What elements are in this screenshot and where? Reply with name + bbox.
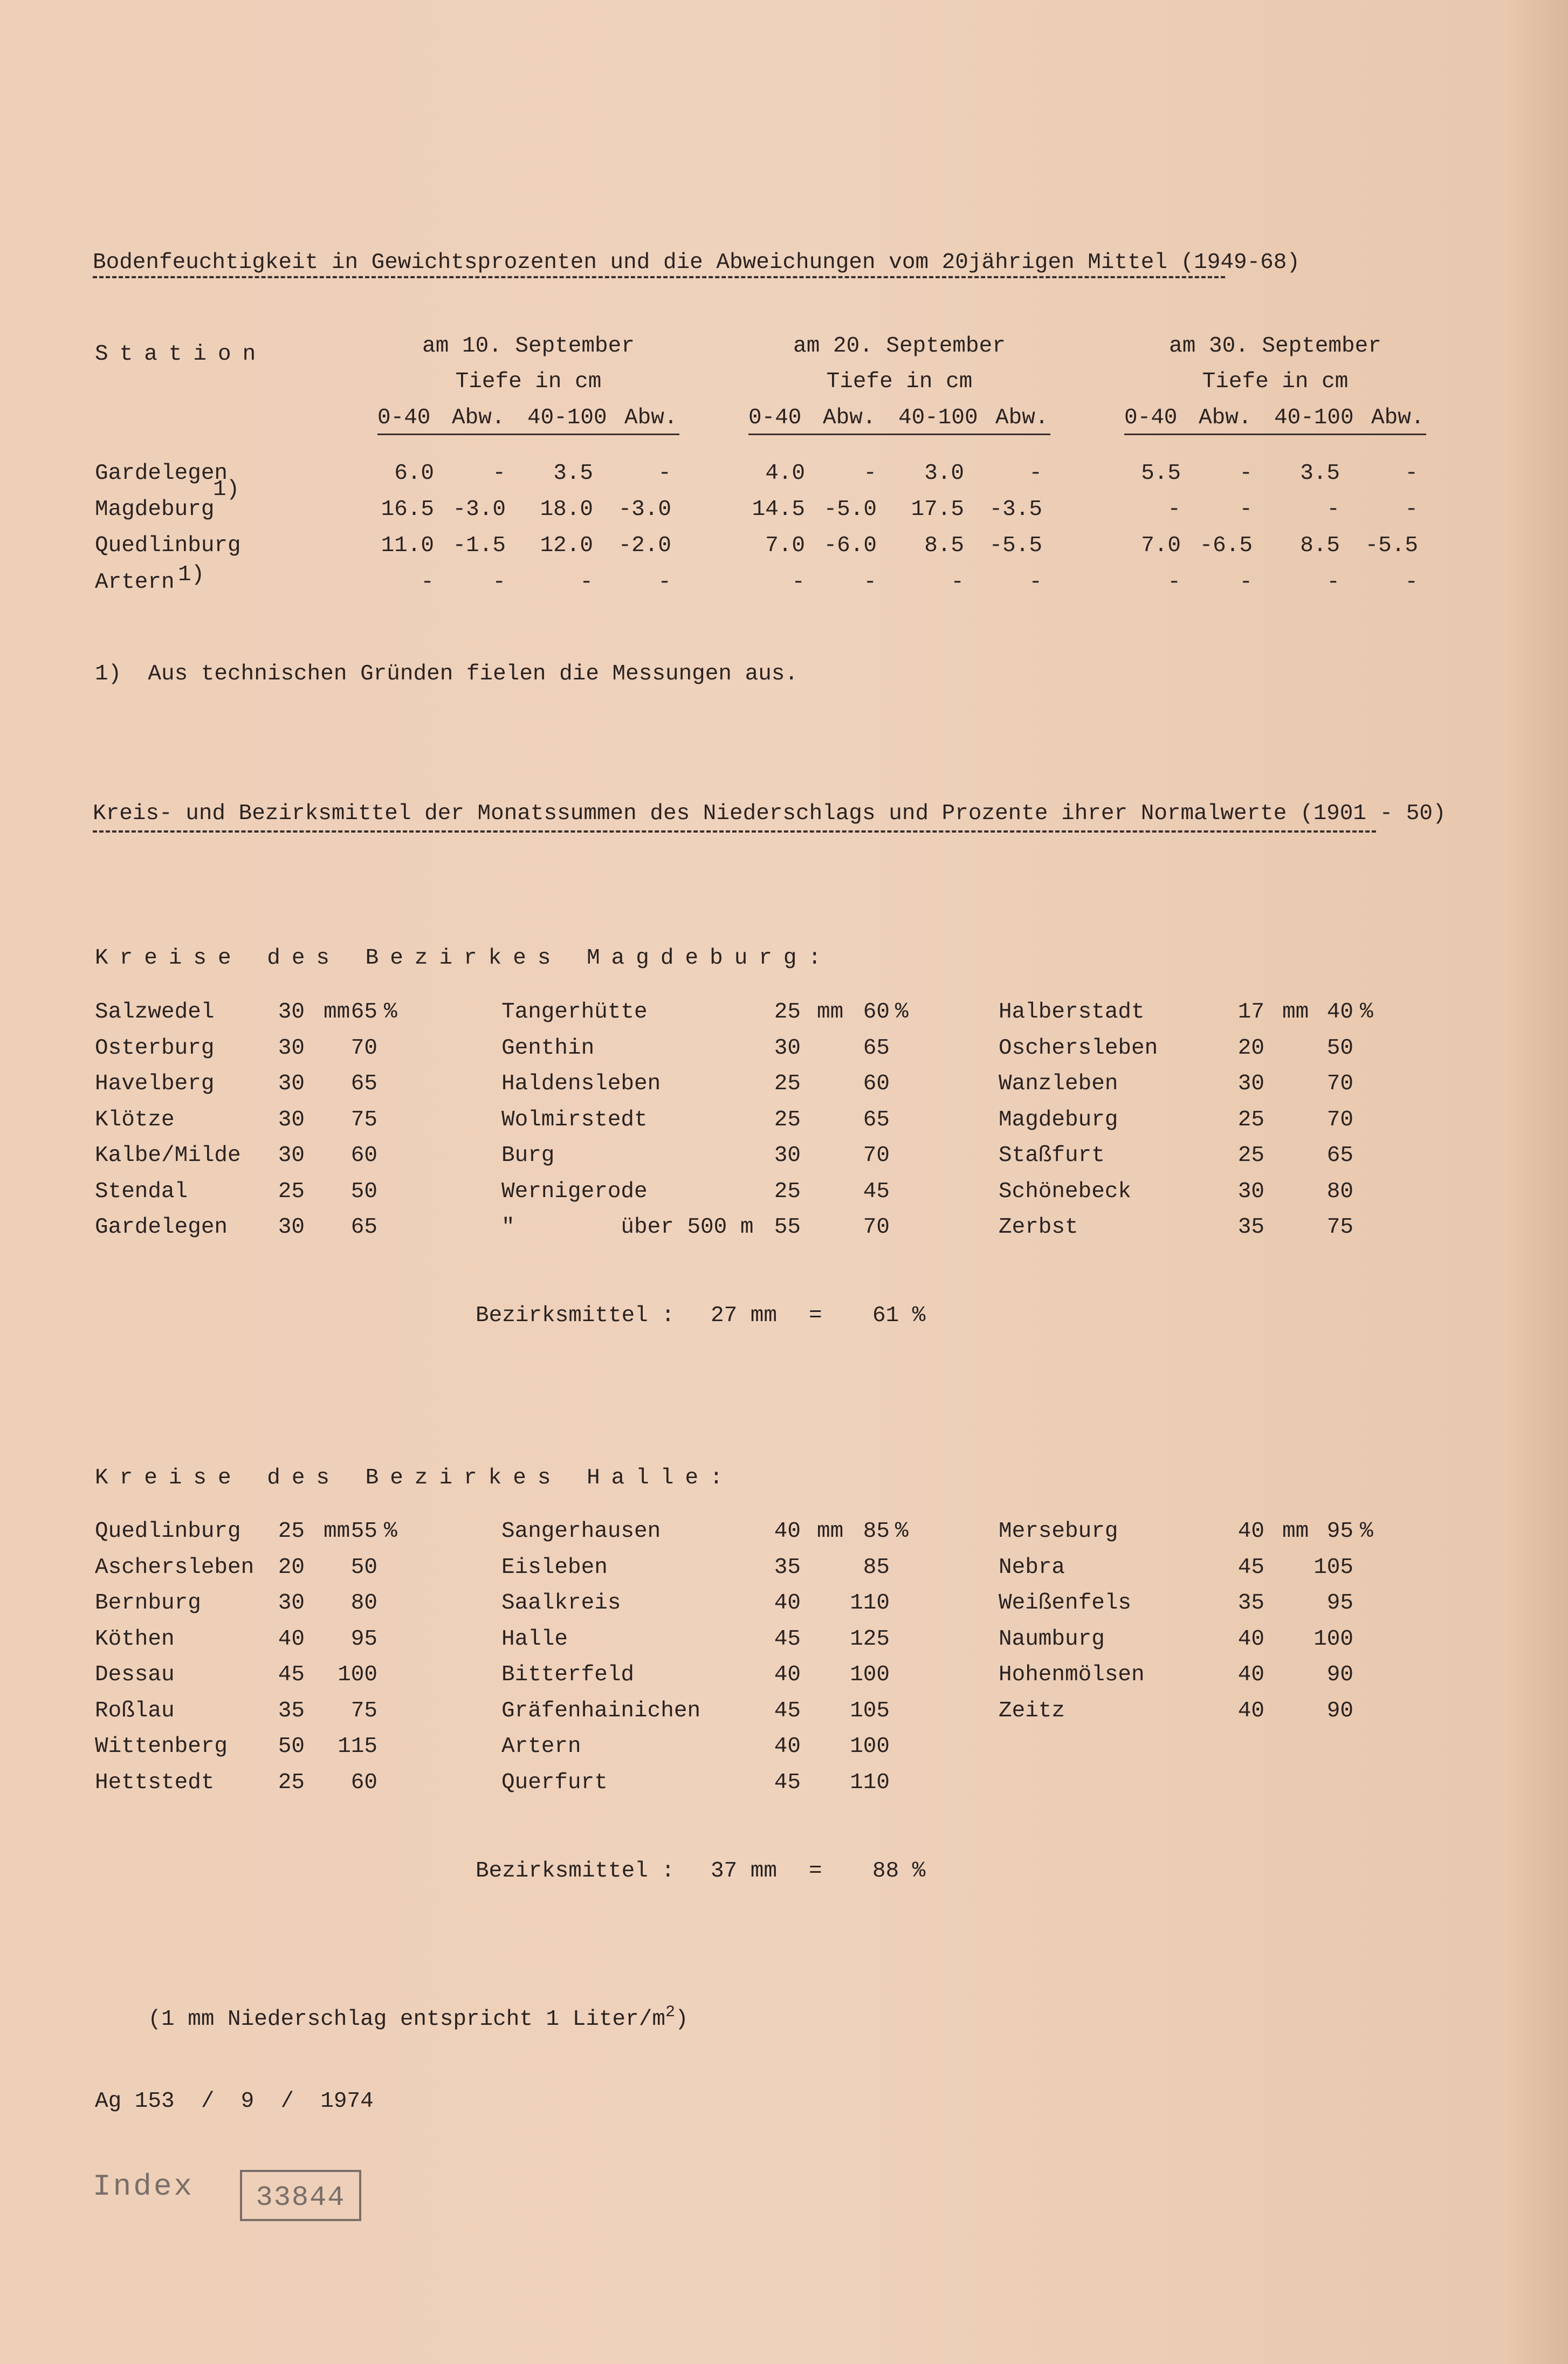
precip-percent: 100 — [850, 1734, 890, 1759]
precip-percent: 85 — [863, 1555, 890, 1580]
precip-mm: 25 — [1237, 1143, 1264, 1168]
table-cell: - — [863, 461, 877, 486]
soil-footnote: 1) Aus technischen Gründen fielen die Messungen aus. — [95, 662, 799, 686]
table-cell: - — [1405, 497, 1418, 522]
precip-percent: 80 — [1326, 1179, 1353, 1204]
precip-percent: 110 — [850, 1591, 890, 1616]
district-name: Staßfurt — [999, 1143, 1105, 1168]
date-header: am 20. September — [793, 334, 1006, 359]
unit-label: mm — [324, 1000, 350, 1025]
note-close: ) — [675, 2007, 689, 2032]
district-name: Roßlau — [95, 1698, 175, 1723]
precip-mm: 30 — [278, 1143, 305, 1168]
precip-mm: 25 — [774, 1179, 801, 1204]
precip-mm: 30 — [278, 1000, 305, 1025]
precip-percent: 100 — [338, 1662, 377, 1687]
precip-mm: 45 — [774, 1770, 801, 1795]
table-cell: - — [1239, 570, 1253, 595]
precip-unit-note — [95, 1979, 689, 2061]
precip-percent: 50 — [350, 1179, 377, 1204]
district-name: Genthin — [501, 1035, 595, 1061]
table-cell: - — [951, 570, 964, 595]
precip-percent: 70 — [1326, 1071, 1353, 1096]
district-name: Schönebeck — [999, 1179, 1132, 1204]
precip-mm: 17 — [1237, 1000, 1264, 1025]
district-name: Bernburg — [95, 1591, 201, 1616]
precip-percent: 100 — [850, 1662, 890, 1687]
district-name: Eisleben — [501, 1555, 608, 1580]
table-cell: 3.5 — [1300, 461, 1340, 486]
district-name: Havelberg — [95, 1071, 215, 1096]
precip-mm: 40 — [1237, 1519, 1264, 1544]
mean-percent: 88 % — [872, 1859, 926, 1884]
table-cell: - — [1239, 461, 1253, 486]
table-cell: -6.0 — [823, 533, 877, 558]
precip-title: Kreis- und Bezirksmittel der Monatssummen des Niederschlags und Prozente ihrer Normalwerte (1901 - 50) — [93, 801, 1446, 826]
district-name: Haldensleben — [501, 1071, 661, 1096]
index-stamp — [240, 2170, 361, 2221]
precip-percent: 105 — [850, 1698, 890, 1723]
table-cell: 18.0 — [540, 497, 593, 522]
table-cell: - — [1029, 461, 1042, 486]
precip-percent: 85 — [863, 1519, 890, 1544]
table-cell: - — [580, 570, 593, 595]
percent-sign: % — [1360, 1519, 1373, 1544]
precip-mm: 35 — [774, 1555, 801, 1580]
station-name: Magdeburg — [95, 497, 215, 522]
precip-mm: 30 — [278, 1035, 305, 1061]
precip-mm: 40 — [1237, 1662, 1264, 1687]
table-cell: 3.0 — [924, 461, 964, 486]
column-header-underline — [377, 434, 679, 435]
precip-mm: 50 — [278, 1734, 305, 1759]
precip-title-underline — [93, 830, 1376, 833]
precip-percent: 70 — [350, 1035, 377, 1061]
district-name: Merseburg — [999, 1519, 1118, 1544]
precip-mm: 30 — [774, 1035, 801, 1061]
column-header: 40-100 — [1274, 406, 1354, 430]
district-name: Wittenberg — [95, 1734, 228, 1759]
table-cell: 17.5 — [911, 497, 964, 522]
precip-percent: 70 — [1326, 1107, 1353, 1132]
table-cell: 6.0 — [394, 461, 434, 486]
district-name: Hohenmölsen — [999, 1662, 1145, 1687]
precip-percent: 80 — [350, 1591, 377, 1616]
district-name: Oschersleben — [999, 1035, 1158, 1061]
precip-mm: 45 — [278, 1662, 305, 1687]
precip-mm: 25 — [278, 1770, 305, 1795]
note-superscript: 2 — [665, 2003, 675, 2022]
precip-mm: 25 — [1237, 1107, 1264, 1132]
precip-percent: 40 — [1326, 1000, 1353, 1025]
precip-percent: 90 — [1326, 1698, 1353, 1723]
precip-percent: 75 — [350, 1698, 377, 1723]
percent-sign: % — [895, 1519, 909, 1544]
district-name: Zerbst — [999, 1215, 1078, 1240]
precip-percent: 50 — [1326, 1035, 1353, 1061]
precip-mm: 25 — [774, 1000, 801, 1025]
table-cell: - — [1326, 570, 1340, 595]
precip-mm: 25 — [278, 1519, 305, 1544]
precip-percent: 105 — [1313, 1555, 1353, 1580]
precip-percent: 75 — [1326, 1215, 1353, 1240]
table-cell: 12.0 — [540, 533, 593, 558]
precip-percent: 65 — [863, 1035, 890, 1061]
precip-mm: 40 — [774, 1662, 801, 1687]
precip-percent: 60 — [863, 1071, 890, 1096]
district-name: " über 500 m — [501, 1215, 754, 1240]
unit-label: mm — [324, 1519, 350, 1544]
index-label: Index — [93, 2169, 195, 2204]
depth-header: Tiefe in cm — [1202, 369, 1349, 394]
soil-title-underline — [93, 276, 1225, 278]
column-header: Abw. — [624, 406, 678, 430]
precip-mm: 35 — [278, 1698, 305, 1723]
district-name: Aschersleben — [95, 1555, 255, 1580]
precip-mm: 25 — [774, 1071, 801, 1096]
percent-sign: % — [1360, 1000, 1373, 1025]
table-cell: 3.5 — [553, 461, 593, 486]
unit-label: mm — [817, 1519, 844, 1544]
precip-percent: 60 — [863, 1000, 890, 1025]
precip-percent: 115 — [338, 1734, 377, 1759]
precip-mm: 30 — [1237, 1071, 1264, 1096]
table-cell: - — [1405, 461, 1418, 486]
district-name: Nebra — [999, 1555, 1065, 1580]
table-cell: - — [658, 570, 671, 595]
precip-mm: 30 — [278, 1071, 305, 1096]
percent-sign: % — [895, 1000, 909, 1025]
district-name: Quedlinburg — [95, 1519, 241, 1544]
precip-percent: 125 — [850, 1626, 890, 1652]
district-name: Osterburg — [95, 1035, 215, 1061]
district-name: Köthen — [95, 1626, 175, 1652]
precip-percent: 60 — [350, 1143, 377, 1168]
district-name: Saalkreis — [501, 1591, 621, 1616]
district-name: Wanzleben — [999, 1071, 1118, 1096]
mean-mm: 27 mm — [711, 1303, 778, 1328]
precip-mm: 45 — [774, 1698, 801, 1723]
document-reference: Ag 153 / 9 / 1974 — [95, 2089, 374, 2114]
table-cell: - — [1167, 570, 1181, 595]
precip-percent: 65 — [350, 1000, 377, 1025]
precip-mm: 45 — [774, 1626, 801, 1652]
halle-heading: Kreise des Bezirkes Halle: — [95, 1466, 734, 1490]
district-name: Halberstadt — [999, 1000, 1145, 1025]
table-cell: - — [492, 570, 506, 595]
precip-mm: 55 — [774, 1215, 801, 1240]
mean-percent: 61 % — [872, 1303, 926, 1328]
table-cell: 11.0 — [381, 533, 434, 558]
station-name: Artern — [95, 570, 175, 595]
table-cell: 8.5 — [924, 533, 964, 558]
column-header: Abw. — [1199, 406, 1252, 430]
precip-percent: 90 — [1326, 1662, 1353, 1687]
soil-title: Bodenfeuchtigkeit in Gewichtsprozenten und die Abweichungen vom 20jährigen Mittel (1949-68) — [93, 250, 1300, 275]
mean-mm: 37 mm — [711, 1859, 778, 1884]
table-cell: - — [1239, 497, 1253, 522]
precip-mm: 35 — [1237, 1591, 1264, 1616]
table-cell: - — [863, 570, 877, 595]
precip-percent: 95 — [1326, 1519, 1353, 1544]
unit-label: mm — [817, 1000, 844, 1025]
unit-label: mm — [1282, 1000, 1309, 1025]
footnote-mark: 1) — [178, 562, 205, 587]
table-cell: - — [1167, 497, 1181, 522]
mean-label: Bezirksmittel : — [476, 1303, 675, 1328]
district-name: Dessau — [95, 1662, 175, 1687]
station-name: Gardelegen — [95, 461, 228, 486]
district-name: Wernigerode — [501, 1179, 648, 1204]
district-name: Naumburg — [999, 1626, 1105, 1652]
precip-mm: 35 — [1237, 1215, 1264, 1240]
precip-mm: 45 — [1237, 1555, 1264, 1580]
table-cell: - — [658, 461, 671, 486]
precip-percent: 55 — [350, 1519, 377, 1544]
magdeburg-heading: Kreise des Bezirkes Magdeburg: — [95, 946, 833, 971]
note-text: (1 mm Niederschlag entspricht 1 Liter/m — [148, 2007, 665, 2032]
table-cell: -5.5 — [989, 533, 1042, 558]
table-cell: 7.0 — [765, 533, 805, 558]
table-cell: -2.0 — [618, 533, 671, 558]
table-cell: -5.0 — [823, 497, 877, 522]
precip-percent: 100 — [1313, 1626, 1353, 1652]
district-name: Artern — [501, 1734, 581, 1759]
column-header: 0-40 — [377, 406, 431, 430]
district-name: Wolmirstedt — [501, 1107, 648, 1132]
table-cell: 14.5 — [752, 497, 805, 522]
precip-percent: 50 — [350, 1555, 377, 1580]
precip-mm: 30 — [278, 1107, 305, 1132]
percent-sign: % — [384, 1000, 397, 1025]
table-cell: -3.0 — [452, 497, 506, 522]
column-header: 40-100 — [898, 406, 978, 430]
column-header: Abw. — [1371, 406, 1425, 430]
precip-percent: 95 — [350, 1626, 377, 1652]
district-name: Sangerhausen — [501, 1519, 661, 1544]
mean-equals: = — [809, 1303, 822, 1328]
precip-mm: 40 — [1237, 1626, 1264, 1652]
date-header: am 30. September — [1169, 334, 1381, 359]
precip-percent: 60 — [350, 1770, 377, 1795]
station-header: Station — [95, 342, 267, 367]
mean-label: Bezirksmittel : — [476, 1859, 675, 1884]
precip-percent: 75 — [350, 1107, 377, 1132]
column-header: Abw. — [452, 406, 505, 430]
depth-header: Tiefe in cm — [826, 369, 973, 394]
precip-percent: 65 — [350, 1215, 377, 1240]
precip-mm: 40 — [278, 1626, 305, 1652]
date-header: am 10. September — [422, 334, 635, 359]
table-cell: - — [1029, 570, 1042, 595]
footnote-mark: 1) — [213, 477, 240, 502]
depth-header: Tiefe in cm — [455, 369, 602, 394]
precip-percent: 70 — [863, 1143, 890, 1168]
table-cell: - — [1326, 497, 1340, 522]
district-name: Tangerhütte — [501, 1000, 648, 1025]
table-cell: 4.0 — [765, 461, 805, 486]
district-name: Stendal — [95, 1179, 188, 1204]
precip-percent: 65 — [1326, 1143, 1353, 1168]
table-cell: - — [492, 461, 506, 486]
precip-mm: 40 — [774, 1591, 801, 1616]
table-cell: -1.5 — [452, 533, 506, 558]
precip-percent: 110 — [850, 1770, 890, 1795]
precip-mm: 30 — [278, 1591, 305, 1616]
table-cell: -5.5 — [1365, 533, 1418, 558]
district-name: Magdeburg — [999, 1107, 1118, 1132]
precip-mm: 25 — [278, 1179, 305, 1204]
table-cell: -3.5 — [989, 497, 1042, 522]
precip-mm: 40 — [1237, 1698, 1264, 1723]
column-header: 0-40 — [1124, 406, 1178, 430]
district-name: Burg — [501, 1143, 555, 1168]
column-header-underline — [1124, 434, 1426, 435]
table-cell: 5.5 — [1141, 461, 1181, 486]
precip-mm: 40 — [774, 1519, 801, 1544]
percent-sign: % — [384, 1519, 397, 1544]
precip-mm: 25 — [774, 1107, 801, 1132]
district-name: Salzwedel — [95, 1000, 215, 1025]
precip-mm: 30 — [774, 1143, 801, 1168]
table-cell: 16.5 — [381, 497, 434, 522]
district-name: Gardelegen — [95, 1215, 228, 1240]
precip-percent: 70 — [863, 1215, 890, 1240]
district-name: Kalbe/Milde — [95, 1143, 241, 1168]
precip-mm: 20 — [1237, 1035, 1264, 1061]
unit-label: mm — [1282, 1519, 1309, 1544]
precip-percent: 65 — [863, 1107, 890, 1132]
precip-percent: 65 — [350, 1071, 377, 1096]
table-cell: 7.0 — [1141, 533, 1181, 558]
table-cell: 8.5 — [1300, 533, 1340, 558]
column-header: 40-100 — [527, 406, 607, 430]
table-cell: -6.5 — [1199, 533, 1253, 558]
precip-percent: 95 — [1326, 1591, 1353, 1616]
index-number: 33844 — [256, 2182, 346, 2214]
column-header: 0-40 — [748, 406, 802, 430]
precip-mm: 30 — [278, 1215, 305, 1240]
table-cell: - — [421, 570, 434, 595]
table-cell: - — [792, 570, 805, 595]
district-name: Querfurt — [501, 1770, 608, 1795]
station-name: Quedlinburg — [95, 533, 241, 558]
column-header-underline — [748, 434, 1050, 435]
district-name: Klötze — [95, 1107, 175, 1132]
district-name: Zeitz — [999, 1698, 1065, 1723]
district-name: Hettstedt — [95, 1770, 215, 1795]
district-name: Gräfenhainichen — [501, 1698, 701, 1723]
district-name: Bitterfeld — [501, 1662, 635, 1687]
district-name: Halle — [501, 1626, 568, 1652]
table-cell: -3.0 — [618, 497, 671, 522]
precip-mm: 20 — [278, 1555, 305, 1580]
mean-equals: = — [809, 1859, 822, 1884]
column-header: Abw. — [995, 406, 1049, 430]
precip-percent: 45 — [863, 1179, 890, 1204]
district-name: Weißenfels — [999, 1591, 1132, 1616]
table-cell: - — [1405, 570, 1418, 595]
column-header: Abw. — [823, 406, 876, 430]
precip-mm: 40 — [774, 1734, 801, 1759]
precip-mm: 30 — [1237, 1179, 1264, 1204]
